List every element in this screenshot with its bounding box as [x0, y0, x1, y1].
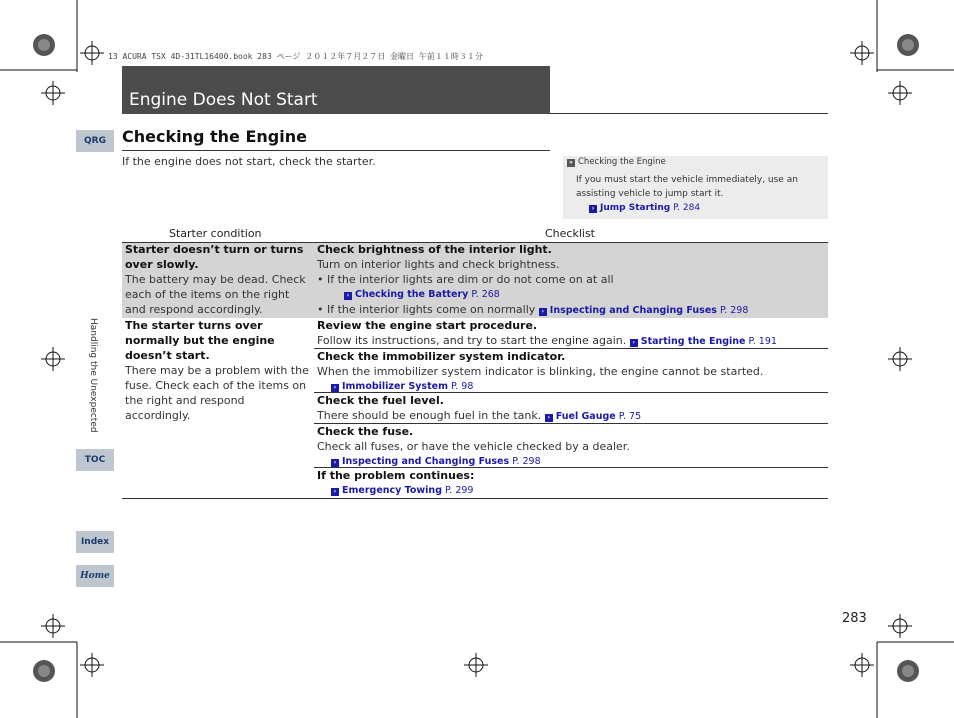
jump-starting-link[interactable]: › Jump Starting P. 284 — [576, 201, 821, 215]
arrow-icon: › — [331, 488, 339, 496]
inspecting-fuses-link[interactable]: › Inspecting and Changing Fuses P. 298 — [539, 305, 749, 316]
section-rule — [122, 150, 550, 151]
home-tab[interactable]: Home — [76, 565, 114, 587]
row1-condition: Starter doesn’t turn or turns over slowly. The battery may be dead. Check each of the items on the right and respond accordingly. — [125, 243, 306, 316]
intro-text: If the engine does not start, check the starter. — [122, 155, 376, 168]
checklist-item: If the problem continues: › Emergency Towing P. 299 — [317, 468, 825, 498]
checklist-item: Review the engine start procedure. Follow its instructions, and try to start the engine again. › Starting the Engine P. 191 — [317, 319, 777, 347]
print-info-line: 13 ACURA TSX 4D-31TL16400.book 283 ページ ２０１２年７月２７日 金曜日 午前１１時３１分 — [108, 52, 483, 61]
checklist-item: Check the fuse. Check all fuses, or have the vehicle checked by a dealer. › Inspecting and Changing Fuses P. 298 — [317, 424, 825, 469]
toc-tab[interactable]: TOC — [76, 449, 114, 471]
side-note-title: » Checking the Engine — [567, 157, 666, 167]
fuel-gauge-link[interactable]: › Fuel Gauge P. 75 — [545, 411, 641, 422]
title-rule — [550, 113, 828, 114]
side-note-body: If you must start the vehicle immediately, use an assisting vehicle to jump start it. › Jump Starting P. 284 — [576, 173, 821, 215]
checklist-item: Check the immobilizer system indicator. When the immobilizer system indicator is blinking, the engine cannot be started. › Immobilizer System P. 98 — [317, 349, 825, 394]
arrow-icon: › — [331, 384, 339, 392]
table-bottom-rule — [122, 498, 828, 499]
side-chapter-label: Handling the Unexpected — [88, 318, 98, 433]
section-title: Checking the Engine — [122, 127, 307, 146]
chapter-title: Engine Does Not Start — [129, 90, 318, 110]
checklist-item: Check the fuel level. There should be enough fuel in the tank. › Fuel Gauge P. 75 — [317, 394, 642, 422]
row2-condition: The starter turns over normally but the engine doesn’t start. There may be a problem with the fuse. Check each of the items on the right and respond accordingly. — [125, 319, 309, 422]
arrow-icon: › — [539, 308, 547, 316]
arrow-icon: › — [630, 339, 638, 347]
arrow-icon: › — [545, 414, 553, 422]
arrow-icon: › — [344, 292, 352, 300]
checking-battery-link[interactable]: › Checking the Battery P. 268 — [317, 287, 825, 302]
arrow-icon: › — [589, 205, 597, 213]
qrg-tab[interactable]: QRG — [76, 130, 114, 152]
starting-engine-link[interactable]: › Starting the Engine P. 191 — [630, 336, 777, 347]
row1-checklist: Check brightness of the interior light. Turn on interior lights and check brightness. • If the interior lights are dim or do not come on at all › Checking the Battery P. 268 • If the interior lights come on normally › Inspecting and Changing Fuses P. 298 — [317, 242, 825, 318]
emergency-towing-link[interactable]: › Emergency Towing P. 299 — [317, 483, 825, 498]
fuses-link[interactable]: › Inspecting and Changing Fuses P. 298 — [317, 454, 825, 469]
arrow-icon: › — [331, 459, 339, 467]
immobilizer-link[interactable]: › Immobilizer System P. 98 — [317, 379, 825, 394]
header-starter-condition: Starter condition — [169, 227, 262, 240]
header-checklist: Checklist — [545, 227, 595, 240]
page-number: 283 — [842, 611, 867, 626]
arrow-icon: » — [567, 159, 575, 167]
index-tab[interactable]: Index — [76, 531, 114, 553]
